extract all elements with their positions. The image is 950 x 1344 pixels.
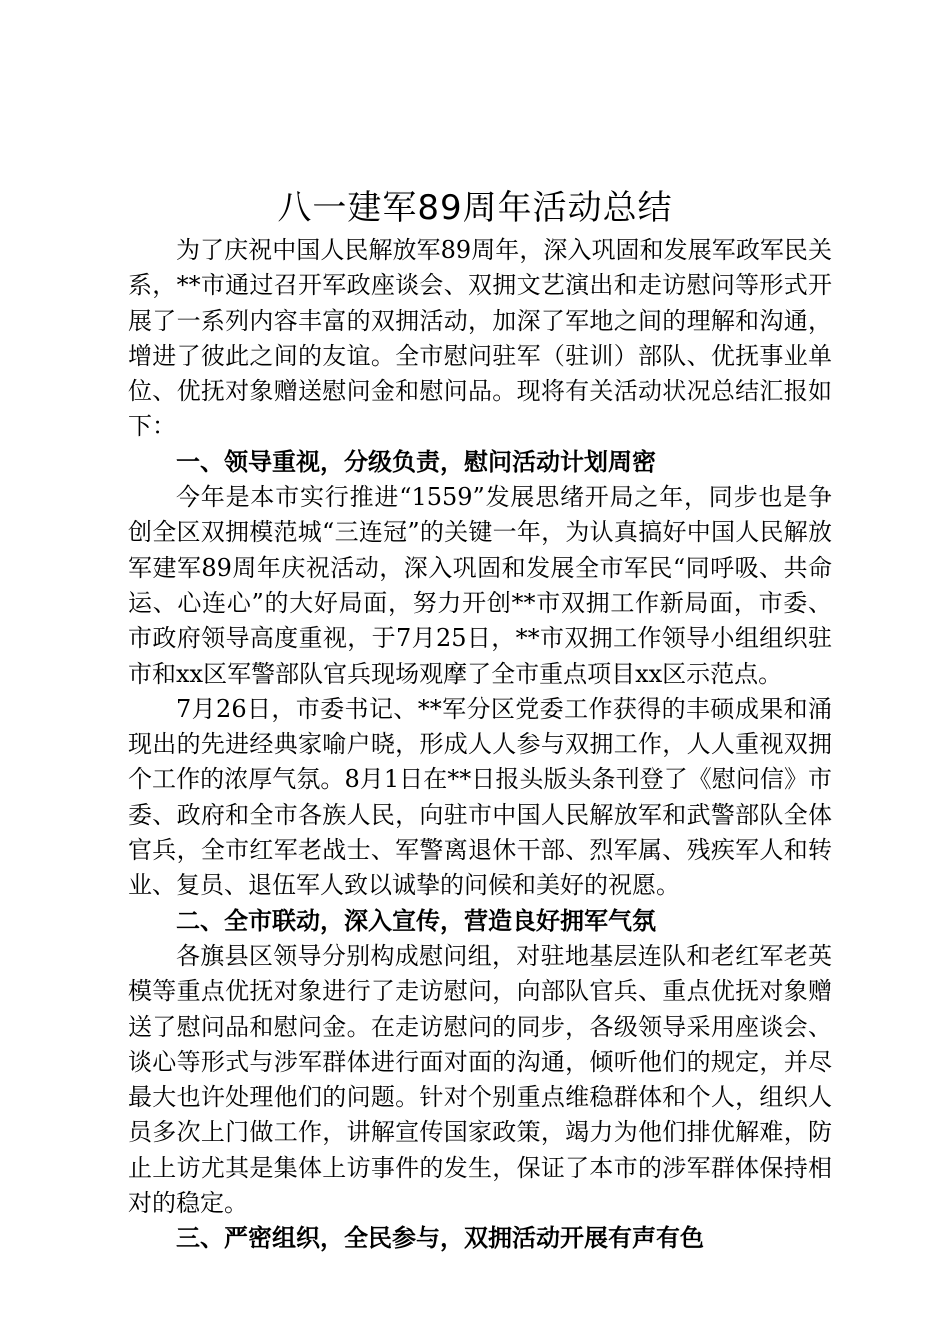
- intro-paragraph: 为了庆祝中国人民解放军89周年，深入巩固和发展军政军民关系，**市通过召开军政座谈会、双拥文艺演出和走访慰问等形式开展了一系列内容丰富的双拥活动，加深了军地之间的理解和沟通，增进了彼此之间的友谊。全市慰问驻军（驻训）部队、优抚事业单位、优抚对象赠送慰问金和慰问品。现将有关活动状况总结汇报如下：: [128, 236, 832, 441]
- document-title: 八一建军89周年活动总结: [277, 188, 673, 228]
- section-1-heading: 一、领导重视，分级负责，慰问活动计划周密: [176, 447, 656, 476]
- section-2-paragraph: 各旗县区领导分别构成慰问组，对驻地基层连队和老红军老英模等重点优抚对象进行了走访慰问，向部队官兵、重点优抚对象赠送了慰问品和慰问金。在走访慰问的同步，各级领导采用座谈会、谈心等形式与涉军群体进行面对面的沟通，倾听他们的规定，并尽最大也许处理他们的问题。针对个别重点维稳群体和个人，组织人员多次上门做工作，讲解宣传国家政策，竭力为他们排优解难，防止上访尤其是集体上访事件的发生，保证了本市的涉军群体保持相对的稳定。: [128, 941, 832, 1218]
- section-2-heading: 二、全市联动，深入宣传，营造良好拥军气氛: [176, 906, 656, 935]
- section-1-paragraph: 今年是本市实行推进“1559”发展思绪开局之年，同步也是争创全区双拥模范城“三连冠”的关键一年，为认真搞好中国人民解放军建军89周年庆祝活动，深入巩固和发展全市军民“同呼吸、共命运、心连心”的大好局面，努力开创**市双拥工作新局面，市委、市政府领导高度重视，于7月25日，**市双拥工作领导小组组织驻市和xx区军警部队官兵现场观摩了全市重点项目xx区示范点。: [128, 483, 832, 688]
- section-1-paragraph: 7月26日，市委书记、**军分区党委工作获得的丰硕成果和涌现出的先进经典家喻户晓，形成人人参与双拥工作，人人重视双拥个工作的浓厚气氛。8月1日在**日报头版头条刊登了《慰问信》市委、政府和全市各族人民，向驻市中国人民解放军和武警部队全体官兵，全市红军老战士、军警离退休干部、烈军属、残疾军人和转业、复员、退伍军人致以诚挚的问候和美好的祝愿。: [128, 694, 832, 900]
- document-body: [128, 233, 832, 1257]
- section-3-heading: 三、严密组织，全民参与，双拥活动开展有声有色: [176, 1224, 704, 1253]
